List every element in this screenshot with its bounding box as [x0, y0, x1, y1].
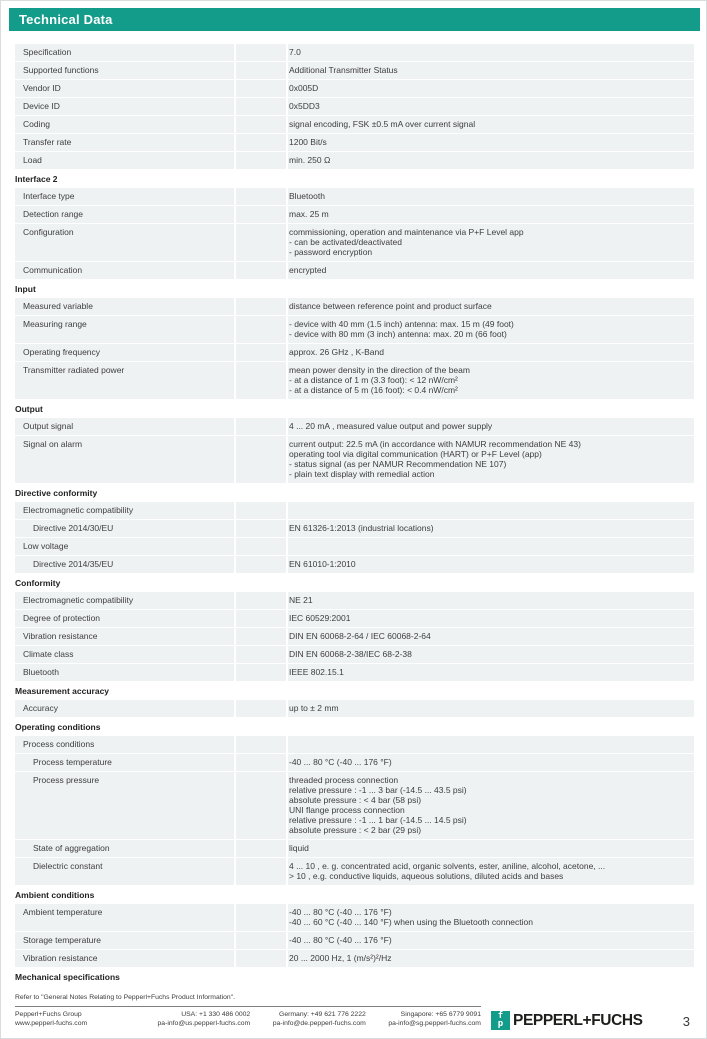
spec-value-line: - at a distance of 5 m (16 foot): < 0.4 nW/cm² [289, 385, 458, 395]
spec-value-line: - password encryption [289, 247, 373, 257]
section-header-label: Input [15, 284, 36, 294]
spec-label: Coding [15, 116, 234, 133]
spec-spacer-cell [236, 904, 286, 931]
section-header-row [15, 574, 694, 591]
spec-value-line: > 10 , e.g. conductive liquids, aqueous solutions, diluted acids and bases [289, 871, 564, 881]
page-title: Technical Data [9, 8, 700, 31]
spec-value [288, 206, 694, 223]
spec-value-line: EN 61326-1:2013 (industrial locations) [289, 523, 434, 533]
spec-value [288, 116, 694, 133]
spec-label: Signal on alarm [15, 436, 234, 483]
table-row [15, 610, 694, 627]
spec-spacer-cell [236, 316, 286, 343]
spec-label: Transmitter radiated power [15, 362, 234, 399]
section-header-label: Interface 2 [15, 174, 58, 184]
spec-label: Directive 2014/30/EU [15, 520, 234, 537]
spec-value [288, 840, 694, 857]
spec-value-line: 4 ... 10 , e. g. concentrated acid, organic solvents, ester, aniline, alcohol, acetone, ... [289, 861, 606, 871]
spec-value-line: IEC 60529:2001 [289, 613, 351, 623]
section-header-label: Mechanical specifications [15, 972, 120, 982]
spec-value-line: - at a distance of 1 m (3.3 foot): < 12 nW/cm² [289, 375, 458, 385]
spec-label: Accuracy [15, 700, 234, 717]
section-header-row [15, 968, 694, 985]
section-header-label: Directive conformity [15, 488, 98, 498]
spec-value-line: 7.0 [289, 47, 301, 57]
spec-value [288, 188, 694, 205]
spec-value [288, 538, 694, 555]
contact-column [250, 1010, 366, 1028]
spec-table [15, 44, 694, 986]
spec-value [288, 646, 694, 663]
section-header-label: Conformity [15, 578, 61, 588]
spec-label: Storage temperature [15, 932, 234, 949]
contact-columns [15, 1007, 481, 1028]
spec-spacer-cell [236, 840, 286, 857]
spec-value [288, 62, 694, 79]
spec-value [288, 224, 694, 261]
page-number: 3 [682, 1014, 690, 1029]
spec-value [288, 664, 694, 681]
table-row [15, 840, 694, 857]
spec-spacer-cell [236, 932, 286, 949]
spec-label: Ambient temperature [15, 904, 234, 931]
spec-value-line: up to ± 2 mm [289, 703, 339, 713]
table-row [15, 592, 694, 609]
table-row [15, 664, 694, 681]
spec-spacer-cell [236, 664, 286, 681]
spec-value-line: DIN EN 60068-2-64 / IEC 60068-2-64 [289, 631, 431, 641]
table-row [15, 736, 694, 753]
table-row [15, 502, 694, 519]
spec-value [288, 904, 694, 931]
spec-spacer-cell [236, 206, 286, 223]
spec-value [288, 700, 694, 717]
spec-value [288, 262, 694, 279]
section-header-label: Operating conditions [15, 722, 101, 732]
spec-label: Measured variable [15, 298, 234, 315]
table-row [15, 188, 694, 205]
spec-value [288, 556, 694, 573]
table-row [15, 80, 694, 97]
spec-value-line: -40 ... 80 °C (-40 ... 176 °F) [289, 757, 392, 767]
table-row [15, 262, 694, 279]
section-header-row [15, 682, 694, 699]
spec-value-line: -40 ... 60 °C (-40 ... 140 °F) when using the Bluetooth connection [289, 917, 533, 927]
spec-spacer-cell [236, 152, 286, 169]
spec-value-line: relative pressure : -1 ... 3 bar (-14.5 ... 43.5 psi) [289, 785, 467, 795]
spec-value-line: Bluetooth [289, 191, 325, 201]
table-row [15, 152, 694, 169]
table-row [15, 418, 694, 435]
contact-line2: www.pepperl-fuchs.com [15, 1019, 88, 1027]
spec-spacer-cell [236, 362, 286, 399]
table-row [15, 62, 694, 79]
spec-label: Transfer rate [15, 134, 234, 151]
spec-label: Degree of protection [15, 610, 234, 627]
spec-label: Low voltage [15, 538, 234, 555]
spec-spacer-cell [236, 754, 286, 771]
table-row [15, 556, 694, 573]
table-row [15, 858, 694, 885]
spec-spacer-cell [236, 134, 286, 151]
spec-label: State of aggregation [15, 840, 234, 857]
spec-spacer-cell [236, 224, 286, 261]
contact-column [366, 1010, 481, 1028]
spec-label: Vibration resistance [15, 950, 234, 967]
contact-line2: pa-info@sg.pepperl-fuchs.com [388, 1019, 481, 1027]
spec-value [288, 950, 694, 967]
contact-line1: USA: +1 330 486 0002 [181, 1010, 251, 1018]
spec-spacer-cell [236, 44, 286, 61]
spec-value [288, 736, 694, 753]
spec-value [288, 502, 694, 519]
section-header-row [15, 718, 694, 735]
section-header-row [15, 484, 694, 501]
spec-value-line: absolute pressure : < 2 bar (29 psi) [289, 825, 422, 835]
spec-label: Process temperature [15, 754, 234, 771]
spec-value-line: operating tool via digital communication (HART) or P+F Level (app) [289, 449, 542, 459]
table-row [15, 754, 694, 771]
spec-value [288, 592, 694, 609]
spec-value [288, 362, 694, 399]
table-row [15, 344, 694, 361]
table-row [15, 646, 694, 663]
spec-value-line: - can be activated/deactivated [289, 237, 402, 247]
spec-label: Supported functions [15, 62, 234, 79]
contact-line1: Pepperl+Fuchs Group [15, 1010, 82, 1018]
spec-label: Operating frequency [15, 344, 234, 361]
spec-label: Process pressure [15, 772, 234, 839]
spec-value-line: 20 ... 2000 Hz, 1 (m/s²)²/Hz [289, 953, 392, 963]
spec-value-line: 0x005D [289, 83, 319, 93]
spec-spacer-cell [236, 262, 286, 279]
spec-label: Device ID [15, 98, 234, 115]
spec-value [288, 932, 694, 949]
table-row [15, 298, 694, 315]
spec-spacer-cell [236, 502, 286, 519]
spec-value [288, 754, 694, 771]
pf-monogram-icon [491, 1011, 510, 1030]
table-row [15, 772, 694, 839]
spec-spacer-cell [236, 418, 286, 435]
spec-value [288, 80, 694, 97]
table-row [15, 538, 694, 555]
spec-value-line: - device with 40 mm (1.5 inch) antenna: max. 15 m (49 foot) [289, 319, 514, 329]
spec-value [288, 344, 694, 361]
table-row [15, 224, 694, 261]
spec-value-line: - status signal (as per NAMUR Recommendation NE 107) [289, 459, 507, 469]
spec-label: Vibration resistance [15, 628, 234, 645]
spec-value-line: signal encoding, FSK ±0.5 mA over current signal [289, 119, 476, 129]
spec-label: Load [15, 152, 234, 169]
spec-value-line: liquid [289, 843, 309, 853]
spec-value-line: encrypted [289, 265, 327, 275]
spec-value-line: UNI flange process connection [289, 805, 405, 815]
spec-spacer-cell [236, 344, 286, 361]
spec-value [288, 316, 694, 343]
spec-label: Communication [15, 262, 234, 279]
spec-label: Dielectric constant [15, 858, 234, 885]
spec-spacer-cell [236, 62, 286, 79]
table-row [15, 436, 694, 483]
contact-line2: pa-info@us.pepperl-fuchs.com [157, 1019, 251, 1027]
spec-value-line: 0x5DD3 [289, 101, 320, 111]
spec-value-line: relative pressure : -1 ... 1 bar (-14.5 ... 14.5 psi) [289, 815, 467, 825]
spec-value-line: mean power density in the direction of the beam [289, 365, 470, 375]
spec-value-line: distance between reference point and product surface [289, 301, 492, 311]
table-row [15, 134, 694, 151]
spec-value [288, 418, 694, 435]
contact-column [15, 1010, 135, 1028]
spec-spacer-cell [236, 950, 286, 967]
spec-label: Electromagnetic compatibility [15, 592, 234, 609]
spec-value [288, 610, 694, 627]
monogram-top-letter: f [497, 1011, 504, 1021]
spec-spacer-cell [236, 736, 286, 753]
spec-spacer-cell [236, 646, 286, 663]
spec-spacer-cell [236, 520, 286, 537]
spec-value-line: max. 25 m [289, 209, 329, 219]
spec-spacer-cell [236, 298, 286, 315]
spec-value [288, 772, 694, 839]
spec-spacer-cell [236, 80, 286, 97]
spec-value [288, 436, 694, 483]
table-row [15, 362, 694, 399]
spec-spacer-cell [236, 538, 286, 555]
monogram-bottom-letter: p [497, 1018, 504, 1029]
spec-spacer-cell [236, 98, 286, 115]
spec-value [288, 628, 694, 645]
table-row [15, 44, 694, 61]
spec-value-line: -40 ... 80 °C (-40 ... 176 °F) [289, 935, 392, 945]
spec-label: Output signal [15, 418, 234, 435]
spec-value-line: - plain text display with remedial action [289, 469, 435, 479]
spec-spacer-cell [236, 188, 286, 205]
spec-spacer-cell [236, 628, 286, 645]
spec-value [288, 520, 694, 537]
table-row [15, 206, 694, 223]
spec-label: Vendor ID [15, 80, 234, 97]
spec-value-line: NE 21 [289, 595, 313, 605]
table-row [15, 628, 694, 645]
footer-note: Refer to "General Notes Relating to Pepperl+Fuchs Product Information". [15, 994, 235, 1001]
spec-value [288, 134, 694, 151]
spec-value-line: 1200 Bit/s [289, 137, 327, 147]
table-row [15, 316, 694, 343]
table-row [15, 116, 694, 133]
spec-label: Electromagnetic compatibility [15, 502, 234, 519]
spec-label: Bluetooth [15, 664, 234, 681]
spec-spacer-cell [236, 772, 286, 839]
spec-value-line: Additional Transmitter Status [289, 65, 398, 75]
spec-spacer-cell [236, 700, 286, 717]
spec-spacer-cell [236, 116, 286, 133]
spec-value-line: IEEE 802.15.1 [289, 667, 344, 677]
spec-value-line: min. 250 Ω [289, 155, 331, 165]
spec-value-line: EN 61010-1:2010 [289, 559, 356, 569]
section-header-row [15, 400, 694, 417]
section-header-row [15, 280, 694, 297]
spec-value [288, 44, 694, 61]
spec-value-line: approx. 26 GHz , K-Band [289, 347, 384, 357]
spec-value-line: - device with 80 mm (3 inch) antenna: max. 20 m (66 foot) [289, 329, 507, 339]
spec-value-line: DIN EN 60068-2-38/IEC 68-2-38 [289, 649, 412, 659]
spec-spacer-cell [236, 610, 286, 627]
table-row [15, 98, 694, 115]
spec-value-line: -40 ... 80 °C (-40 ... 176 °F) [289, 907, 392, 917]
spec-value-line: absolute pressure : < 4 bar (58 psi) [289, 795, 422, 805]
spec-label: Directive 2014/35/EU [15, 556, 234, 573]
contact-line1: Germany: +49 621 776 2222 [279, 1010, 366, 1018]
spec-label: Interface type [15, 188, 234, 205]
spec-label: Specification [15, 44, 234, 61]
section-header-label: Ambient conditions [15, 890, 95, 900]
table-row [15, 520, 694, 537]
section-header-label: Measurement accuracy [15, 686, 110, 696]
table-row [15, 950, 694, 967]
spec-label: Climate class [15, 646, 234, 663]
spec-value [288, 298, 694, 315]
table-row [15, 700, 694, 717]
spec-value-line: commissioning, operation and maintenance via P+F Level app [289, 227, 524, 237]
spec-value-line: current output: 22.5 mA (in accordance with NAMUR recommendation NE 43) [289, 439, 581, 449]
spec-value [288, 98, 694, 115]
spec-value-line: 4 ... 20 mA , measured value output and power supply [289, 421, 493, 431]
spec-label: Measuring range [15, 316, 234, 343]
spec-spacer-cell [236, 436, 286, 483]
contact-column [135, 1010, 250, 1028]
contact-line1: Singapore: +65 6779 9091 [400, 1010, 481, 1018]
spec-spacer-cell [236, 592, 286, 609]
section-header-label: Output [15, 404, 43, 414]
contact-line2: pa-info@de.pepperl-fuchs.com [272, 1019, 366, 1027]
spec-value [288, 152, 694, 169]
table-row [15, 932, 694, 949]
spec-label: Process conditions [15, 736, 234, 753]
brand-logo [491, 1011, 643, 1030]
spec-spacer-cell [236, 858, 286, 885]
section-header-row [15, 886, 694, 903]
spec-value [288, 858, 694, 885]
spec-value-line: threaded process connection [289, 775, 399, 785]
section-header-row [15, 170, 694, 187]
table-row [15, 904, 694, 931]
spec-label: Configuration [15, 224, 234, 261]
spec-spacer-cell [236, 556, 286, 573]
spec-label: Detection range [15, 206, 234, 223]
brand-name: PEPPERL+FUCHS [513, 1012, 643, 1029]
